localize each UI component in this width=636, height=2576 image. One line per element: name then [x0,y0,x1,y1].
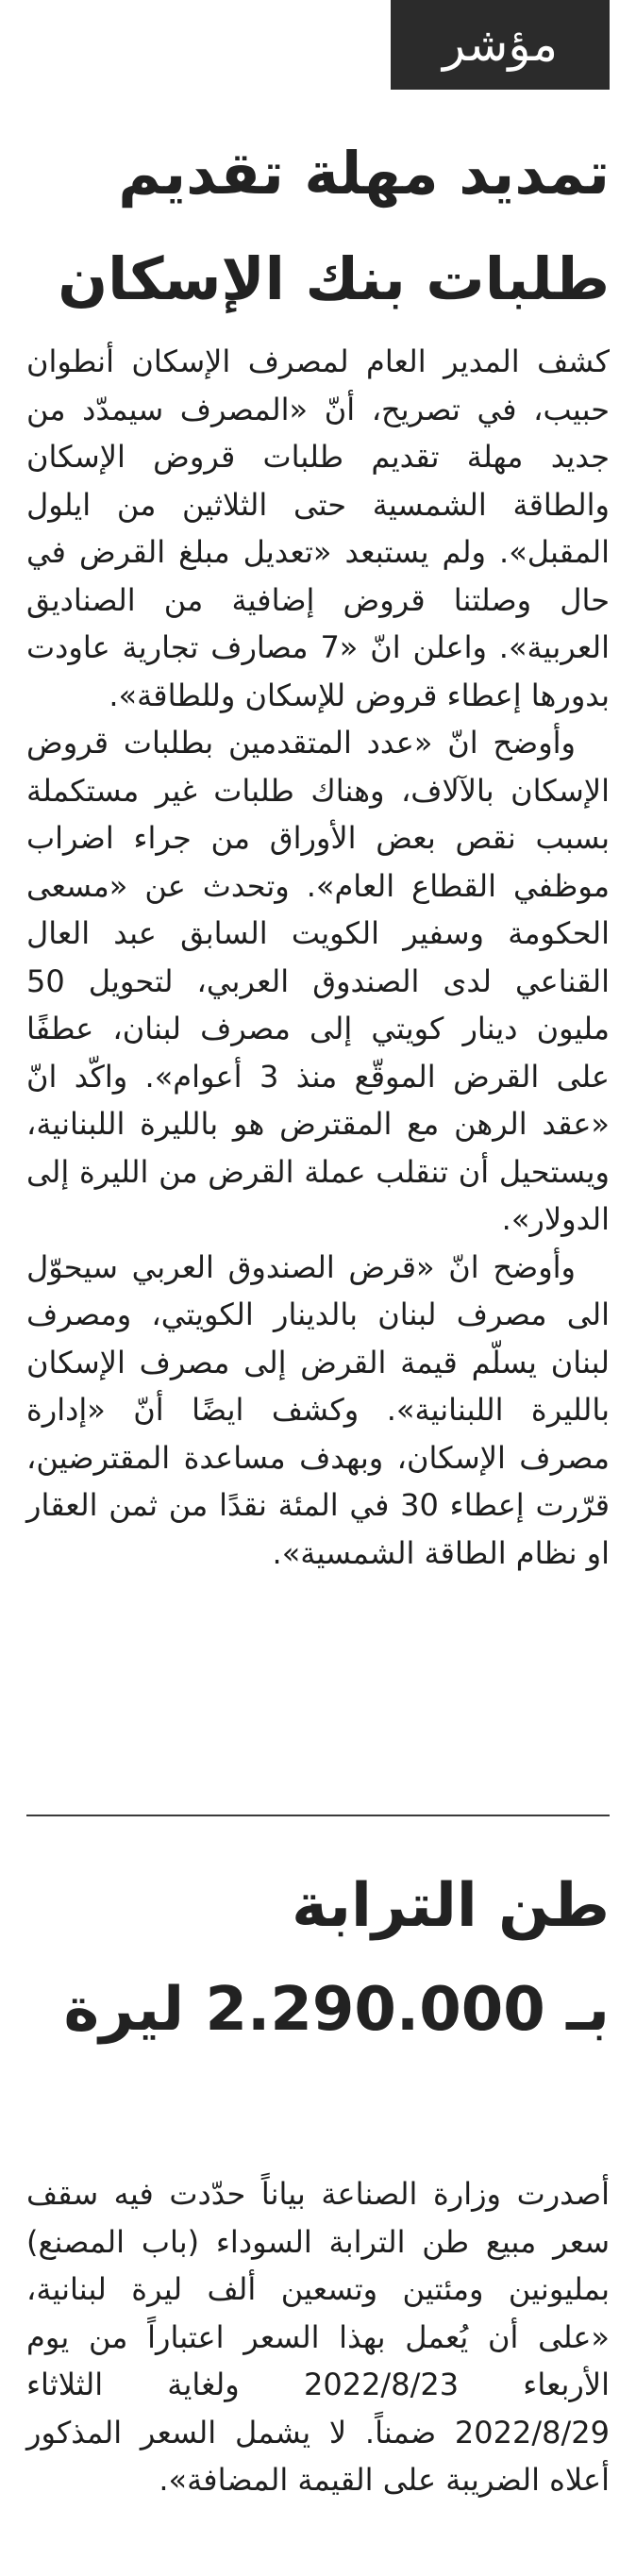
article1-paragraph-3: وأوضح انّ «قرض الصندوق العربي سيحوّل الى مصرف لبنان بالدينار الكويتي، ومصرف لبنان يسلّم قيمة القرض إلى مصرف الإسكان بالليرة اللبنانية». وكشف ايضًا أنّ «إدارة مصرف الإسكان، وبهدف مساعدة المقترضين، قرّرت إعطاء 30 في المئة نقدًا من ثمن العقار او نظام الطاقة الشمسية». [26,1248,611,1571]
article1-headline-line1: تمديد مهلة تقديم [118,139,610,208]
article1-paragraph-2: وأوضح انّ «عدد المتقدمين بطلبات قروض الإسكان بالآلاف، وهناك طلبات غير مستكملة بسبب نقص بعض الأوراق من جراء اضراب موظفي القطاع العام». وتحدث عن «مسعى الحكومة وسفير الكويت السابق عبد العال القناعي لدى الصندوق العربي، لتحويل 50 مليون دينار كويتي إلى مصرف لبنان، عطفًا على القرض الموقّع منذ 3 أعوام». واكّد انّ «عقد الرهن مع المقترض هو بالليرة اللبنانية، ويستحيل أن تنقلب عملة القرض من الليرة إلى الدولار». [26,725,611,1237]
article2-paragraph-1: أصدرت وزارة الصناعة بياناً حدّدت فيه سقف سعر مبيع طن الترابة السوداء (باب المصنع) بمليونين ومئتين وتسعين ألف ليرة لبنانية، «على أن يُعمل بهذا السعر اعتباراً من يوم الأربعاء 2022/8/23 ولغاية الثلاثاء 2022/8/29 ضمناً. لا يشمل السعر المذكور أعلاه الضريبة على القيمة المضافة». [26,2176,611,2498]
article1-body [26,338,610,1577]
section-tag: مؤشر [391,0,610,90]
article1-headline [26,121,610,332]
article2-body [26,2170,610,2504]
article2-headline-line2: بـ 2.290.000 ليرة [63,1975,610,2045]
article2-headline-line1: طن الترابة [292,1871,610,1941]
article2-headline [26,1854,610,2062]
article1-paragraph-1: كشف المدير العام لمصرف الإسكان أنطوان حبيب، في تصريح، أنّ «المصرف سيمدّد من جديد مهلة تقديم طلبات قروض الإسكان والطاقة الشمسية حتى الثلاثين من ايلول المقبل». ولم يستبعد «تعديل مبلغ القرض في حال وصلتنا قروض إضافية من الصناديق العربية». واعلن انّ «7 مصارف تجارية عاودت بدورها إعطاء قروض للإسكان وللطاقة». [26,343,611,713]
article1-headline-line2: طلبات بنك الإسكان [58,244,610,313]
article-divider [26,1815,610,1816]
